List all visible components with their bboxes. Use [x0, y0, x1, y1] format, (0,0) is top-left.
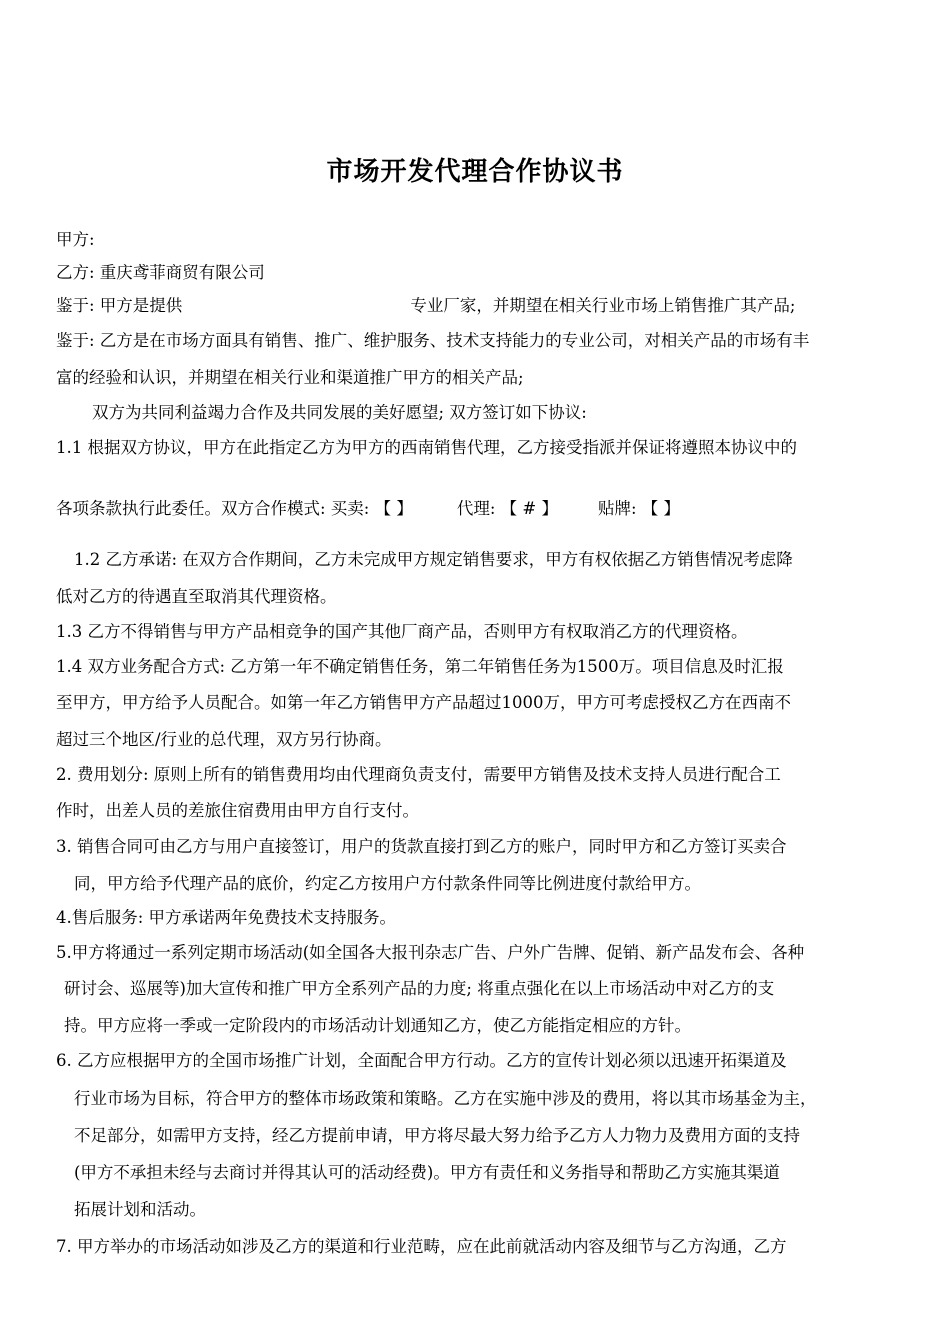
- clause-7-line-1: 7. 甲方举办的市场活动如涉及乙方的渠道和行业范畴，应在此前就活动内容及细节与乙方沟通，乙方: [56, 1237, 787, 1256]
- party-b-line: 乙方: 重庆鸢菲商贸有限公司: [56, 263, 265, 282]
- clause-1-1-line-2: [56, 498, 680, 520]
- clause-2-line-1: 2. 费用划分: 原则上所有的销售费用均由代理商负责支付，需要甲方销售及技术支持人员进行配合工: [56, 765, 781, 784]
- clause-6-line-4: (甲方不承担未经与去商讨并得其认可的活动经费)。甲方有责任和义务指导和帮助乙方实施其渠道: [74, 1163, 780, 1182]
- whereas-1-part-a: 鉴于: 甲方是提供: [56, 296, 183, 315]
- clause-1-4-line-1: 1.4 双方业务配合方式: 乙方第一年不确定销售任务，第二年销售任务为1500万。项目信息及时汇报: [56, 657, 784, 676]
- clause-3-line-2: 同，甲方给予代理产品的底价，约定乙方按用户方付款条件同等比例进度付款给甲方。: [74, 874, 701, 893]
- document-title: 市场开发代理合作协议书: [326, 157, 624, 187]
- clause-1-2-line-1: 1.2 乙方承诺: 在双方合作期间，乙方未完成甲方规定销售要求，甲方有权依据乙方销售情况考虑降: [74, 550, 793, 569]
- clause-6-line-3: 不足部分，如需甲方支持，经乙方提前申请，甲方将尽最大努力给予乙方人力物力及费用方面的支持: [74, 1126, 800, 1145]
- clause-5-line-3: 持。甲方应将一季或一定阶段内的市场活动计划通知乙方，使乙方能指定相应的方针。: [64, 1016, 691, 1035]
- whereas-1-part-b: 专业厂家，并期望在相关行业市场上销售推广其产品;: [410, 296, 796, 315]
- party-a-line: 甲方:: [56, 230, 95, 249]
- clause-5-line-1: 5.甲方将通过一系列定期市场活动(如全国各大报刊杂志广告、户外广告牌、促销、新产品发布会、各种: [56, 943, 805, 962]
- clause-4: 4.售后服务: 甲方承诺两年免费技术支持服务。: [56, 908, 397, 927]
- whereas-1-line: [56, 295, 795, 317]
- cooperation-mode-agency: 代理: 【 # 】: [456, 499, 558, 518]
- clause-1-4-line-2: 至甲方，甲方给予人员配合。如第一年乙方销售甲方产品超过1000万，甲方可考虑授权乙方在西南不: [56, 693, 791, 712]
- clause-6-line-1: 6. 乙方应根据甲方的全国市场推广计划，全面配合甲方行动。乙方的宣传计划必须以迅速开拓渠道及: [56, 1051, 787, 1070]
- clause-6-line-2: 行业市场为目标，符合甲方的整体市场政策和策略。乙方在实施中涉及的费用，将以其市场基金为主，: [74, 1089, 817, 1108]
- whereas-2-line-1: 鉴于: 乙方是在市场方面具有销售、推广、维护服务、技术支持能力的专业公司，对相关产品的市场有丰: [56, 331, 810, 350]
- intro-line: 双方为共同利益竭力合作及共同发展的美好愿望; 双方签订如下协议:: [92, 403, 587, 422]
- whereas-2-line-2: 富的经验和认识，并期望在相关行业和渠道推广甲方的相关产品;: [56, 368, 524, 387]
- clause-3-line-1: 3. 销售合同可由乙方与用户直接签订，用户的货款直接打到乙方的账户，同时甲方和乙方签订买卖合: [56, 837, 787, 856]
- clause-6-line-5: 拓展计划和活动。: [74, 1200, 206, 1219]
- clause-1-3: 1.3 乙方不得销售与甲方产品相竞争的国产其他厂商产品，否则甲方有权取消乙方的代理资格。: [56, 622, 748, 641]
- clause-2-line-2: 作时，出差人员的差旅住宿费用由甲方自行支付。: [56, 801, 419, 820]
- cooperation-mode-trade: 各项条款执行此委任。双方合作模式: 买卖: 【 】: [56, 499, 413, 518]
- clause-1-1-line-1: 1.1 根据双方协议，甲方在此指定乙方为甲方的西南销售代理，乙方接受指派并保证将遵照本协议中的: [56, 438, 797, 457]
- clause-5-line-2: 研讨会、巡展等)加大宣传和推广甲方全系列产品的力度; 将重点强化在以上市场活动中对乙方的支: [64, 979, 775, 998]
- clause-1-4-line-3: 超过三个地区/行业的总代理，双方另行协商。: [56, 730, 392, 749]
- clause-1-2-line-2: 低对乙方的待遇直至取消其代理资格。: [56, 587, 337, 606]
- cooperation-mode-oem: 贴牌: 【 】: [597, 499, 681, 518]
